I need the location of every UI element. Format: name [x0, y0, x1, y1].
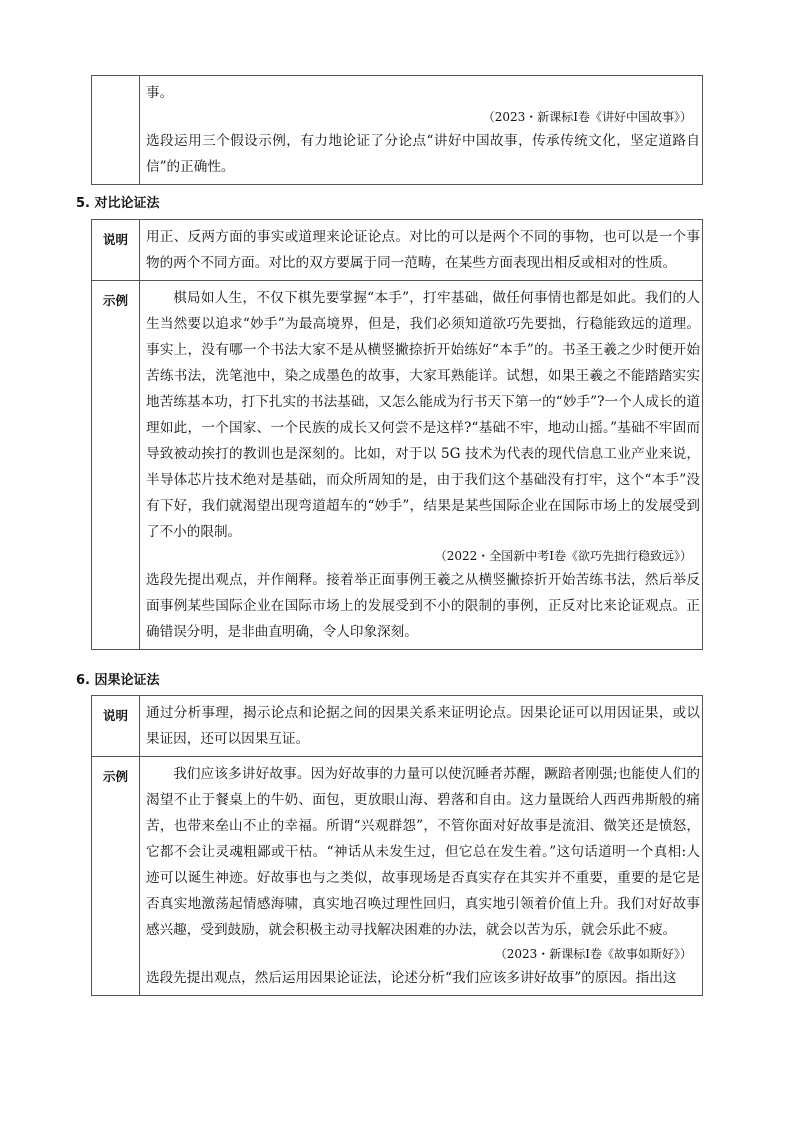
section-title-causal: 6. 因果论证法	[76, 673, 160, 688]
explain-text: 通过分析事理，揭示论点和论据之间的因果关系来证明论点。因果论证可以用因证果，或以果证因，还可以因果互证。	[146, 705, 700, 747]
label-example-text: 示例	[102, 769, 128, 784]
label-explain	[92, 220, 140, 281]
source-citation: （2022・全国新中考Ⅰ卷《欲巧先拙行稳致远》）	[434, 549, 692, 563]
causal-argument-table	[91, 695, 703, 996]
source-citation: （2023・新课标Ⅰ卷《讲好中国故事》）	[482, 110, 692, 124]
explain-cell	[140, 696, 703, 757]
example-text: 棋局如人生，不仅下棋先要掌握“本手”，打牢基础，做任何事情也都是如此。我们的人生当然要以追求“妙手”为最高境界，但是，我们必须知道欲巧先要拙，行稳能致远的道理。事实上，没有哪一个书法大家不是从横竖撇捺折开始练好“本手”的。书圣王羲之少时便开始苦练书法，洗笔池中，染之成墨色的故事，大家耳熟能详。试想，如果王羲之不能踏踏实实地苦练基本功，打下扎实的书法基础，又怎么能成为行书天下第一的“妙手”?一个人成长的道理如此，一个国家、一个民族的成长又何尝不是这样?“基础不牢，地动山摇。”基础不牢固而导致被动挨打的教训也是深刻的。比如，对于以 5G 技术为代表的现代信息工业产业来说，半导体芯片技术绝对是基础，而众所周知的是，由于我们这个基础没有打牢，这个“本手”没有下好，我们就渴望出现弯道超车的“妙手”，结果是某些国际企业在国际市场上的发展受到了不小的限制。	[146, 290, 700, 540]
example-cell	[140, 757, 703, 996]
analysis-text: 选段先提出观点，并作阐释。接着举正面事例王羲之从横竖撇捺折开始苦练书法，然后举反面事例某些国际企业在国际市场上的发展受到不小的限制的事例，正反对比来论证观点。正确错误分明，是非曲直明确，令人印象深刻。	[146, 572, 700, 640]
continuation-line: 事。	[146, 85, 174, 101]
source-citation: （2023・新课标Ⅰ卷《故事如斯好》）	[494, 947, 692, 961]
top-continuation-table	[91, 75, 703, 185]
section-title-contrast: 5. 对比论证法	[76, 196, 160, 211]
label-example-text: 示例	[102, 293, 128, 308]
label-explain-text: 说明	[102, 232, 128, 247]
label-example	[92, 757, 140, 996]
example-cell	[140, 281, 703, 650]
label-explain-text: 说明	[102, 708, 128, 723]
analysis-text: 选段先提出观点，然后运用因果论证法，论述分析“我们应该多讲好故事”的原因。指出这	[146, 970, 677, 986]
label-example	[92, 281, 140, 650]
label-explain	[92, 696, 140, 757]
explain-cell	[140, 220, 703, 281]
contrast-argument-table	[91, 219, 703, 650]
example-text: 我们应该多讲好故事。因为好故事的力量可以使沉睡者苏醒，蹶踣者刚强;也能使人们的渴望不止于餐桌上的牛奶、面包，更放眼山海、碧落和自由。这力量既给人西西弗斯般的痛苦，也带来垒山不止的幸福。所谓“兴观群怨”，不管你面对好故事是流泪、微笑还是愤怒，它都不会让灵魂粗鄙或干枯。“神话从未发生过，但它总在发生着。”这句话道明一个真相:人迹可以诞生神迹。好故事也与之类似，故事现场是否真实存在其实并不重要，重要的是它是否真实地激荡起情感海啸，真实地召唤过理性回归，真实地引领着价值上升。我们对好故事感兴趣，受到鼓励，就会积极主动寻找解决困难的办法，就会以苦为乐，就会乐此不疲。	[146, 766, 700, 938]
label-cell-empty	[92, 76, 140, 185]
top-content-cell	[140, 76, 703, 185]
explain-text: 用正、反两方面的事实或道理来论证论点。对比的可以是两个不同的事物，也可以是一个事物的两个不同方面。对比的双方要属于同一范畴，在某些方面表现出相反或相对的性质。	[146, 229, 700, 271]
analysis-text: 选段运用三个假设示例，有力地论证了分论点“讲好中国故事，传承传统文化，坚定道路自信”的正确性。	[146, 133, 700, 175]
